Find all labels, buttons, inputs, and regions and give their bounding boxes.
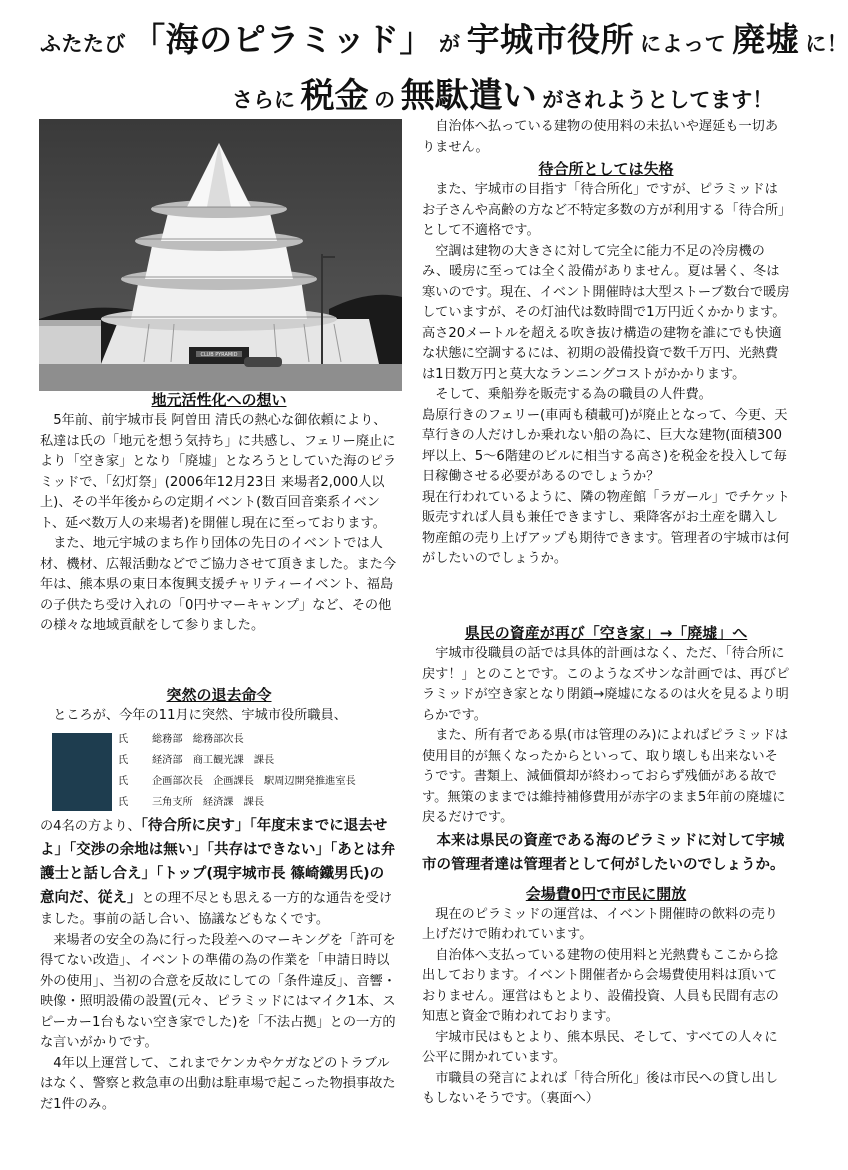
- headline-part: に！: [805, 32, 848, 56]
- paragraph: 宇城市役職員の話では具体的計画はなく、ただ、「待合所に戻す！」とのことです。このようなズサンな計画では、再びピラミッドが空き家となり閉鎖→廃墟になるのは火を見るより明らかです。: [422, 646, 790, 723]
- paragraph: また、宇城市の目指す「待合所化」ですが、ピラミッドはお子さんや高齢の方など不特定多数の方が利用する「待合所」として不適格です。: [422, 182, 785, 238]
- headline-part: が: [439, 32, 461, 56]
- staff-honorific: 氏: [118, 734, 129, 745]
- heading-waiting-room: 待合所としては失格: [538, 160, 674, 178]
- staff-title: 企画部次長 企画課長 駅周辺開発推進室長: [152, 776, 356, 787]
- staff-honorific: 氏: [118, 797, 129, 808]
- left-column-section-1: [40, 389, 398, 637]
- paragraph: 市職員の発言によれば「待合所化」後は市民への貸し出しもしないそうです。（裏面へ）: [422, 1070, 779, 1106]
- paragraph: 空調は建物の大きさに対して完全に能力不足の冷房機のみ、暖房に至っては全く設備がありません。夏は暑く、冬は寒いのです。現在、イベント開催時は大型ストーブ数台で暖房していますが、その灯油代は数時間で1万円近くかかります。高さ20メートルを超える吹き抜け構造の建物を誰にでも快適な状態に空調するには、初期の設備投資で数千万円、光熱費は1日数万円と莫大なランニングコストがかかります。: [422, 243, 790, 382]
- heading-local-revitalization: 地元活性化への想い: [151, 391, 287, 409]
- paragraph: ところが、今年の11月に突然、宇城市役所職員、: [53, 708, 347, 723]
- headline-part: ふたたび: [40, 32, 126, 56]
- staff-row: [118, 775, 356, 788]
- staff-row: [118, 754, 274, 767]
- notice-quotes: 「待合所に戻す」「年度末までに退去せよ」「交渉の余地は無い」「共存はできない」「あとは弁護士と話し合え」「トップ(現宇城市長 篠崎鐵男氏)の意向だ、従え」: [40, 818, 396, 906]
- notice-intro: の4名の方より、: [40, 819, 141, 834]
- staff-title: 経済部 商工観光課 課長: [152, 755, 275, 766]
- headline-line-2: [232, 68, 812, 117]
- paragraph: 現在のピラミッドの運営は、イベント開催時の飲料の売り上げだけで賄われています。: [422, 906, 778, 942]
- emphasis-paragraph: 本来は県民の資産である海のピラミッドに対して宇城市の管理者達は管理者として何がしたいのでしょうか。: [422, 832, 785, 873]
- heading-sudden-eviction: 突然の退去命令: [166, 686, 272, 704]
- staff-honorific: 氏: [118, 776, 129, 787]
- headline-part: によって: [640, 32, 727, 56]
- headline-part: の: [374, 88, 396, 112]
- staff-title: 総務部 総務部次長: [152, 734, 244, 745]
- headline-line-1: [40, 14, 848, 61]
- headline-part: 宇城市役所: [466, 20, 635, 59]
- notice-outro: との理不尽とも思える一方的な通告を受けました。事前の話し合い、協議などもなくです。: [40, 891, 393, 927]
- staff-title: 三角支所 経済課 課長: [152, 797, 265, 808]
- paragraph: また、所有者である県(市は管理のみ)によればピラミッドは使用目的が無くなったからといって、取り壊しも出来ないそうです。書類上、減価償却が終わっておらず残価がある故です。無策のままでは維持補修費用が赤字のまま5年前の廃墟に戻るだけです。: [422, 728, 789, 825]
- paragraph: 4年以上運営して、これまでケンカやケガなどのトラブルはなく、警察と救急車の出動は駐車場で起こった物損事故ただ1件のみ。: [40, 1055, 396, 1112]
- paragraph: 自治体へ支払っている建物の使用料と光熱費もここから捻出しております。イベント開催者から会場費使用料は頂いておりません。運営はもとより、設備投資、人員も民間有志の知恵と資金で賄われております。: [422, 947, 779, 1024]
- paragraph: 島原行きのフェリー(車両も積載可)が廃止となって、今更、天草行きの人だけしか乗れない船の為に、巨大な建物(面積300坪以上、5〜6階建のビルに相当する高さ)を税金を投入して毎日稼働させる必要があるのでしょうか？: [422, 407, 788, 484]
- paragraph: 宇城市民はもとより、熊本県民、そして、すべての人々に公平に開かれています。: [422, 1029, 778, 1065]
- heading-free-venue: 会場費0円で市民に開放: [525, 884, 687, 903]
- right-column-section-1: [422, 117, 790, 570]
- paragraph: 5年前、前宇城市長 阿曽田 清氏の熱心な御依頼により、私達は氏の「地元を想う気持ち」に共感し、フェリー廃止により「空き家」となり「廃墟」となろうとしていた海のピラミッドで、「幻灯祭」(2006年12月23日 来場者2,000人以上)、その半年後からの定期イベント(数百回音楽系イベント、延べ数万人の来場者)を開催し現在に至っております。: [40, 413, 397, 531]
- redacted-names-box: [52, 733, 112, 811]
- headline-part: 「海のピラミッド」: [132, 20, 433, 59]
- headline-part: 税金: [300, 76, 369, 116]
- paragraph: また、地元宇城のまち作り団体の先日のイベントでは人材、機材、広報活動などでご協力させて頂きました。また今年は、熊本県の東日本復興支援チャリティーイベント、福島の子供たち受け入れの「0円サマーキャンプ」など、その他の様々な地域貢献をして参りました。: [40, 536, 397, 633]
- paragraph: 現在行われているように、隣の物産館「ラガール」でチケット販売すれば人員も兼任できますし、乗降客がお土産を購入し物産館の売り上げアップも期待できます。管理者の宇城市は何がしたいのでしょうか。: [422, 489, 790, 566]
- headline-part: 廃墟: [732, 20, 800, 59]
- pyramid-photo: [39, 119, 402, 391]
- staff-row: [118, 733, 244, 746]
- headline-part: 無駄遣い: [400, 76, 537, 116]
- paragraph: 来場者の安全の為に行った段差へのマーキングを「許可を得てない改造」、イベントの準備の為の作業を「申請日時以外の使用」、当初の合意を反故にしての「条件違反」、音響・映像・照明設備の設置(元々、ピラミッドにはマイク1本、スピーカー1台もない空き家でした)を「不法占拠」との一方的な言いがかりです。: [40, 932, 397, 1050]
- paragraph: そして、乗船券を販売する為の職員の人件費。: [435, 387, 712, 402]
- building-sign: CLUB PYRAMID: [200, 352, 238, 358]
- pyramid-illustration: [39, 119, 402, 391]
- staff-row: [118, 796, 264, 809]
- paragraph: 自治体へ払っている建物の使用料の未払いや遅延も一切ありません。: [422, 119, 779, 155]
- headline-part: がされようとしてます！: [542, 88, 774, 112]
- heading-prefecture-asset: 県民の資産が再び「空き家」→「廃墟」へ: [464, 624, 748, 642]
- staff-honorific: 氏: [118, 755, 129, 766]
- right-column-section-2: [422, 622, 790, 1110]
- left-column-section-3: [40, 814, 398, 1115]
- left-column-section-2: [40, 684, 398, 727]
- headline-part: さらに: [232, 88, 295, 112]
- notice-paragraph: [40, 814, 398, 931]
